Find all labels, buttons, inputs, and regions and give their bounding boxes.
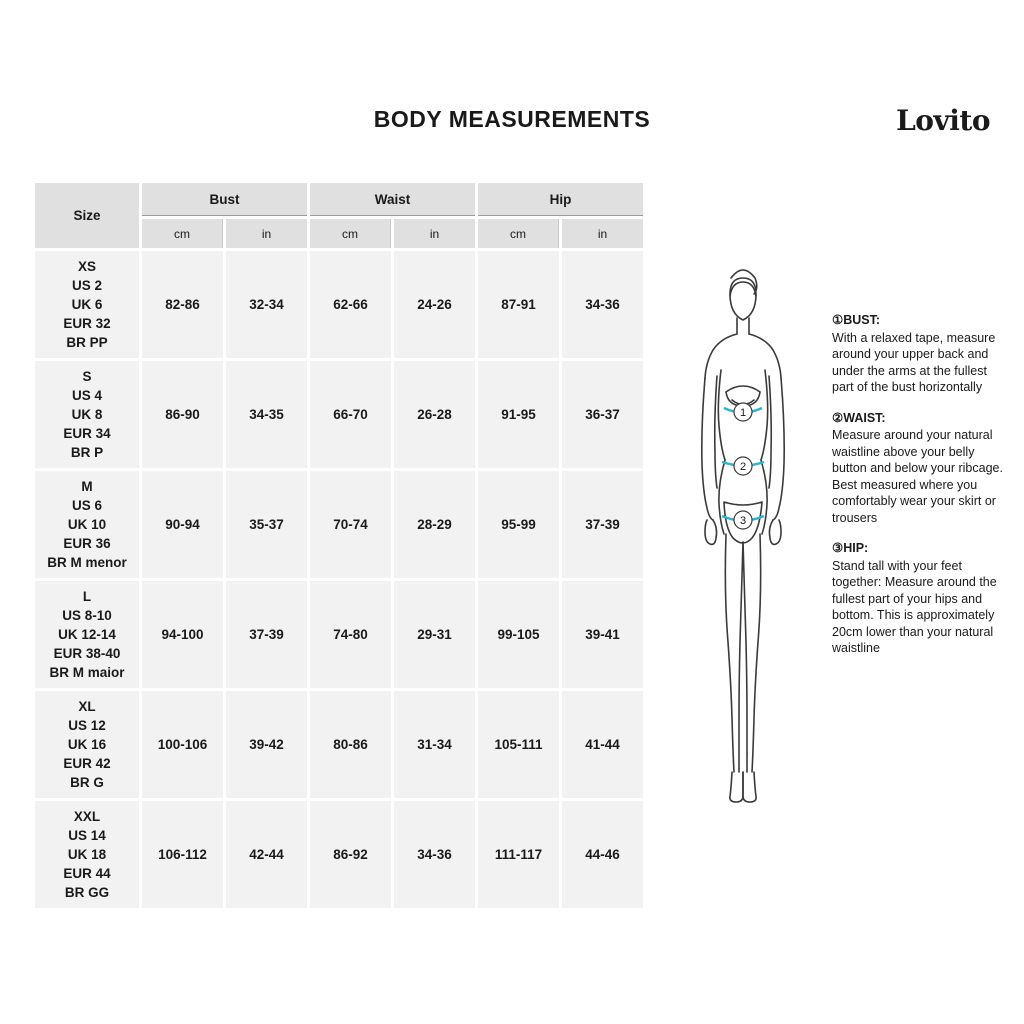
size-line: UK 10	[67, 517, 107, 532]
cell-hip-in: 36-37	[562, 361, 643, 468]
column-header-size: Size	[35, 183, 139, 248]
cell-bust-cm: 90-94	[142, 471, 223, 578]
size-line: US 2	[71, 278, 102, 293]
note-waist-body: Measure around your natural waistline above your belly button and below your ribcage. Best measured where you comfortably wear your skirt or trousers	[832, 428, 1003, 525]
unit-header-waist-in: in	[394, 219, 475, 248]
size-line: XS	[77, 259, 96, 274]
table-row	[35, 251, 643, 358]
cell-hip-in: 34-36	[562, 251, 643, 358]
cell-waist-in: 31-34	[394, 691, 475, 798]
size-line: UK 12-14	[58, 627, 116, 642]
svg-text:1: 1	[739, 407, 747, 419]
svg-text:2: 2	[739, 461, 747, 473]
cell-bust-cm: 106-112	[142, 801, 223, 908]
size-line: L	[82, 589, 92, 604]
cell-bust-in: 39-42	[226, 691, 307, 798]
cell-waist-in: 24-26	[394, 251, 475, 358]
marker-1	[734, 403, 752, 421]
cell-bust-cm: 100-106	[142, 691, 223, 798]
table-row	[35, 801, 643, 908]
size-line: EUR 38-40	[53, 646, 121, 661]
size-line: UK 6	[71, 297, 103, 312]
cell-waist-in: 34-36	[394, 801, 475, 908]
cell-hip-in: 37-39	[562, 471, 643, 578]
size-line: M	[81, 479, 93, 494]
cell-hip-cm: 87-91	[478, 251, 559, 358]
size-line: UK 18	[67, 847, 107, 862]
table-body	[35, 251, 643, 908]
cell-bust-in: 34-35	[226, 361, 307, 468]
size-line: UK 16	[67, 737, 107, 752]
size-line: BR G	[70, 775, 104, 790]
table-header-groups	[35, 183, 643, 216]
cell-bust-cm: 86-90	[142, 361, 223, 468]
table-header	[35, 183, 643, 248]
cell-waist-cm: 66-70	[310, 361, 391, 468]
cell-bust-cm: 94-100	[142, 581, 223, 688]
size-line: US 6	[71, 498, 102, 513]
size-line: BR M menor	[47, 555, 127, 570]
size-line: UK 8	[71, 407, 103, 422]
cell-hip-cm: 95-99	[478, 471, 559, 578]
size-line: BR P	[70, 445, 104, 460]
cell-hip-cm: 105-111	[478, 691, 559, 798]
size-label-cell	[35, 471, 139, 578]
unit-header-waist-cm: cm	[310, 219, 391, 248]
cell-hip-cm: 91-95	[478, 361, 559, 468]
cell-bust-cm: 82-86	[142, 251, 223, 358]
svg-text:3: 3	[739, 515, 747, 527]
unit-header-hip-in: in	[562, 219, 643, 248]
size-line: EUR 36	[63, 536, 111, 551]
size-line: S	[82, 369, 92, 384]
table-row	[35, 691, 643, 798]
page-title: BODY MEASUREMENTS	[373, 106, 651, 132]
size-line: BR M maior	[49, 665, 125, 680]
marker-3	[734, 511, 752, 529]
size-line: EUR 34	[63, 426, 111, 441]
size-line: XL	[78, 699, 96, 714]
note-hip	[832, 540, 1004, 657]
column-header-bust: Bust	[142, 183, 307, 216]
cell-waist-in: 26-28	[394, 361, 475, 468]
size-line: BR PP	[66, 335, 108, 350]
cell-hip-cm: 111-117	[478, 801, 559, 908]
cell-waist-cm: 62-66	[310, 251, 391, 358]
cell-hip-cm: 99-105	[478, 581, 559, 688]
unit-header-hip-cm: cm	[478, 219, 559, 248]
cell-waist-in: 28-29	[394, 471, 475, 578]
size-line: EUR 44	[63, 866, 111, 881]
note-hip-body: Stand tall with your feet together: Measure around the fullest part of your hips and bottom. This is approximately 20cm lower than your natural waistline	[832, 558, 997, 655]
female-body-outline-icon	[668, 250, 818, 830]
size-chart-table	[32, 180, 646, 911]
cell-bust-in: 35-37	[226, 471, 307, 578]
size-label-cell	[35, 801, 139, 908]
cell-bust-in: 37-39	[226, 581, 307, 688]
unit-header-bust-cm: cm	[142, 219, 223, 248]
cell-waist-cm: 70-74	[310, 471, 391, 578]
size-label-cell	[35, 581, 139, 688]
note-waist	[832, 410, 1004, 527]
cell-waist-cm: 80-86	[310, 691, 391, 798]
size-line: BR GG	[64, 885, 110, 900]
table-row	[35, 581, 643, 688]
table-row	[35, 361, 643, 468]
size-line: EUR 42	[63, 756, 111, 771]
cell-hip-in: 39-41	[562, 581, 643, 688]
size-label-cell	[35, 251, 139, 358]
note-bust-body: With a relaxed tape, measure around your upper back and under the arms at the fullest part of the bust horizontally	[832, 330, 996, 394]
note-waist-title: ②WAIST:	[832, 410, 886, 425]
cell-hip-in: 41-44	[562, 691, 643, 798]
table-row	[35, 471, 643, 578]
note-hip-title: ③HIP:	[832, 541, 869, 555]
size-line: US 8-10	[62, 608, 112, 623]
cell-bust-in: 32-34	[226, 251, 307, 358]
cell-waist-cm: 74-80	[310, 581, 391, 688]
note-bust	[832, 312, 1004, 396]
cell-waist-in: 29-31	[394, 581, 475, 688]
size-line: US 14	[68, 828, 106, 843]
size-label-cell	[35, 691, 139, 798]
size-line: EUR 32	[63, 316, 111, 331]
column-header-waist: Waist	[310, 183, 475, 216]
size-line: XXL	[73, 809, 101, 824]
cell-bust-in: 42-44	[226, 801, 307, 908]
body-figure-illustration	[668, 250, 818, 830]
unit-header-bust-in: in	[226, 219, 307, 248]
size-label-cell	[35, 361, 139, 468]
marker-2	[734, 457, 752, 475]
brand-logo: Lovito	[896, 104, 990, 137]
size-line: US 4	[71, 388, 102, 403]
cell-waist-cm: 86-92	[310, 801, 391, 908]
measurement-instructions	[832, 312, 1004, 671]
column-header-hip: Hip	[478, 183, 643, 216]
note-bust-title: ①BUST:	[832, 313, 881, 327]
cell-hip-in: 44-46	[562, 801, 643, 908]
size-line: US 12	[68, 718, 106, 733]
